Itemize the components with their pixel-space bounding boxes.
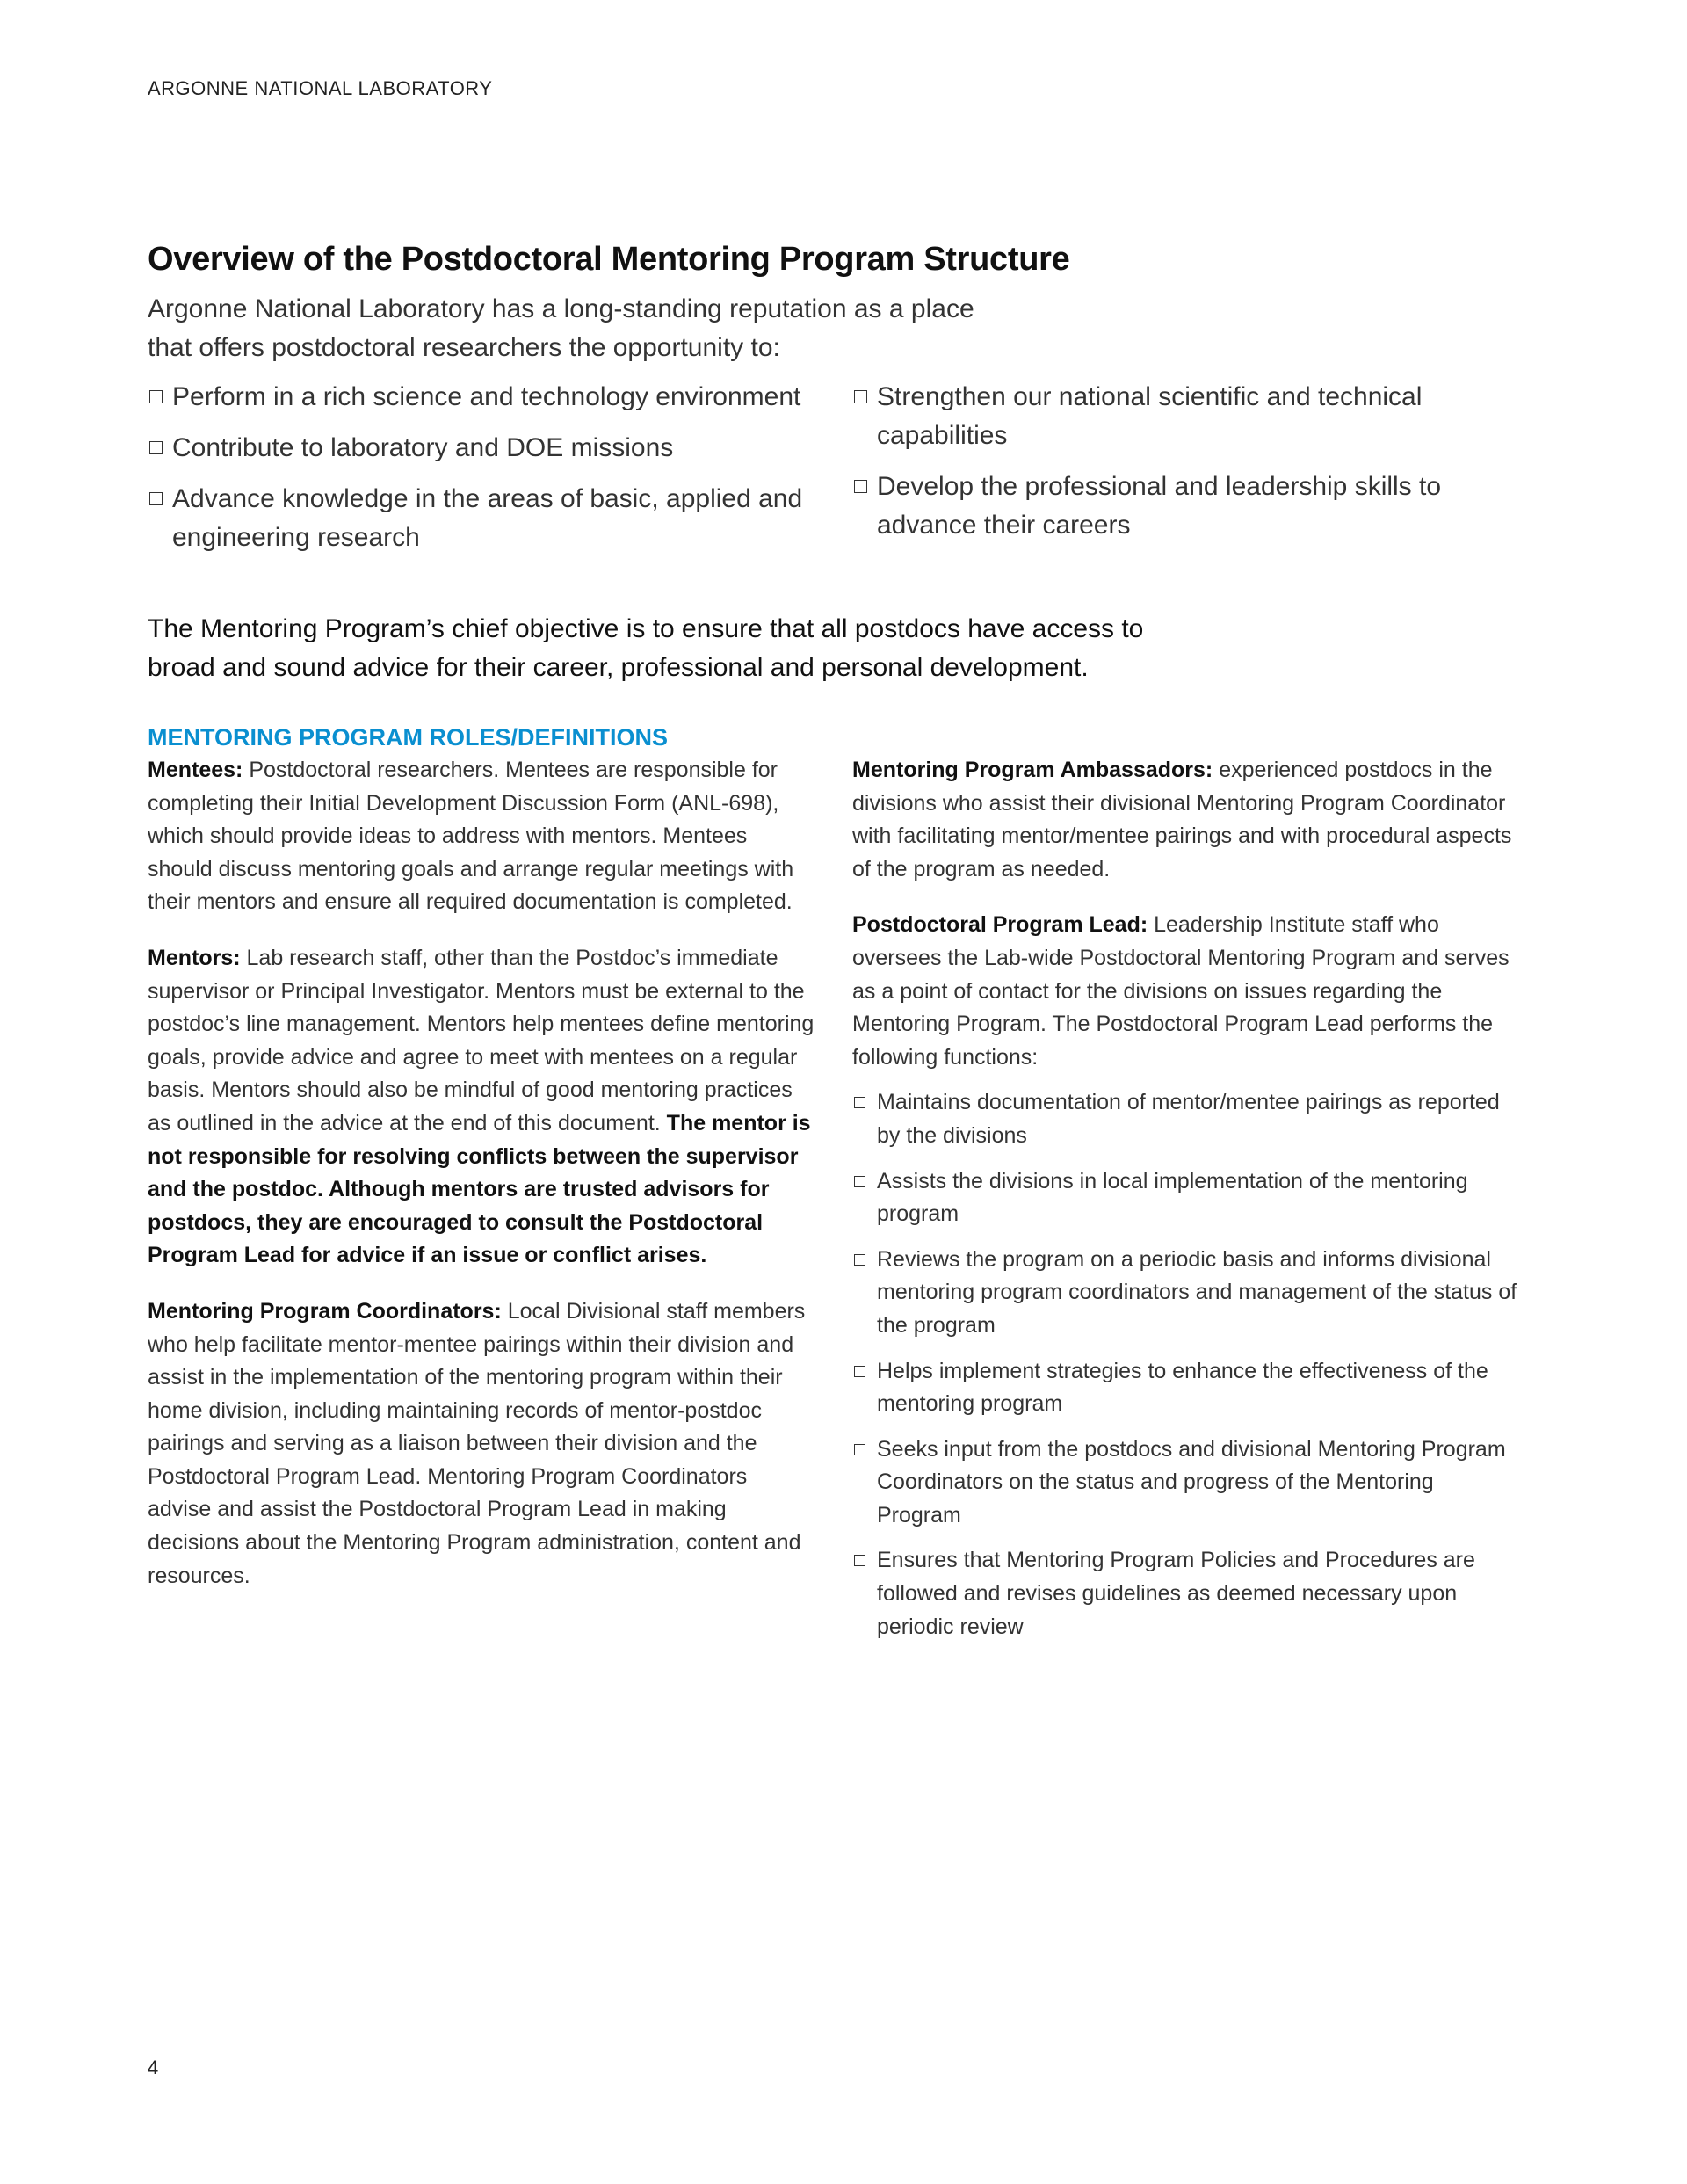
hollow-square-bullet-icon: [854, 1444, 865, 1455]
running-header: ARGONNE NATIONAL LABORATORY: [148, 77, 493, 99]
hollow-square-bullet-icon: [854, 1254, 865, 1266]
definition-ambassadors: [852, 754, 1520, 886]
opportunity-list-right: [852, 378, 1520, 557]
definition-term: Mentees:: [148, 758, 243, 782]
definition-term: Postdoctoral Program Lead:: [852, 912, 1148, 938]
definition-text: experienced postdocs in the divisions who assist their divisional Mentoring Program Coordinator with facilitating mentor/mentee pairings and with procedural aspects of the program as needed.: [852, 758, 1512, 882]
list-item: [148, 429, 815, 468]
list-item: [148, 378, 815, 417]
list-item: [852, 468, 1520, 545]
list-item: [852, 1355, 1520, 1421]
list-item-text: Develop the professional and leadership skills to advance their careers: [877, 472, 1442, 540]
hollow-square-bullet-icon: [854, 1555, 865, 1566]
hollow-square-bullet-icon: [149, 390, 163, 403]
list-item-text: Reviews the program on a periodic basis and informs divisional mentoring program coordinators and management of the status of the program: [877, 1246, 1517, 1338]
list-item-text: Strengthen our national scientific and technical capabilities: [877, 382, 1423, 450]
definition-text: Postdoctoral researchers. Mentees are responsible for completing their Initial Development Discussion Form (ANL-698), which should provide ideas to address with mentors. Mentees should discuss mentoring goals and arrange regular meetings with their mentors and ensure all required documentation is completed.: [148, 758, 794, 915]
objective-line: broad and sound advice for their career, professional and personal development.: [148, 653, 1089, 682]
list-item: [852, 378, 1520, 455]
list-item-text: Assists the divisions in local implementation of the mentoring program: [877, 1168, 1468, 1227]
list-item-text: Seeks input from the postdocs and divisional Mentoring Program Coordinators on the status and progress of the Mentoring Program: [877, 1436, 1506, 1527]
list-item: [148, 480, 815, 557]
definition-text: Local Divisional staff members who help facilitate mentor-mentee pairings within their division and assist in the implementation of the mentoring program within their home division, including maintaining records of mentor-postdoc pairings and serving as a liaison between their division and the Postdoctoral Program Lead. Mentoring Program Coordinators advise and assist the Postdoctoral Program Lead in making decisions about the Mentoring Program administration, content and resources.: [148, 1298, 806, 1588]
definition-term: Mentoring Program Ambassadors:: [852, 758, 1213, 782]
list-item-text: Ensures that Mentoring Program Policies and Procedures are followed and revises guidelines as deemed necessary upon periodic review: [877, 1548, 1475, 1639]
hollow-square-bullet-icon: [854, 1176, 865, 1187]
section-heading-roles: MENTORING PROGRAM ROLES/DEFINITIONS: [148, 724, 669, 751]
list-item: [852, 1433, 1520, 1533]
list-item-text: Helps implement strategies to enhance the effectiveness of the mentoring program: [877, 1358, 1488, 1417]
objective-statement: [148, 610, 1378, 687]
list-item-text: Advance knowledge in the areas of basic, applied and engineering research: [172, 484, 803, 552]
definition-coordinators: [148, 1295, 815, 1593]
hollow-square-bullet-icon: [854, 1097, 865, 1108]
roles-right-column: [852, 754, 1520, 1656]
list-item-text: Perform in a rich science and technology environment: [172, 382, 801, 411]
hollow-square-bullet-icon: [854, 480, 867, 493]
list-item: [852, 1086, 1520, 1152]
page-title: Overview of the Postdoctoral Mentoring Program Structure: [148, 241, 1070, 278]
program-lead-functions-list: [852, 1086, 1520, 1643]
objective-line: The Mentoring Program’s chief objective is to ensure that all postdocs have access to: [148, 614, 1144, 643]
definition-emphasis: The mentor is not responsible for resolving conflicts between the supervisor and the postdoc. Although mentors are trusted advisors for postdocs, they are encouraged to consult the Postdoctoral Program Lead for advice if an issue or conflict arises.: [148, 1110, 811, 1268]
definition-mentors: [148, 942, 815, 1273]
hollow-square-bullet-icon: [854, 1366, 865, 1377]
definition-program-lead: [852, 909, 1520, 1074]
definition-text: Leadership Institute staff who oversees the Lab-wide Postdoctoral Mentoring Program and serves as a point of contact for the divisions on issues regarding the Mentoring Program. The Postdoctoral Program Lead performs the following functions:: [852, 912, 1510, 1070]
intro-paragraph: [148, 290, 1202, 367]
definition-text: Lab research staff, other than the Postdoc’s immediate supervisor or Principal Investigator. Mentors must be external to the postdoc’s line management. Mentors help mentees define mentoring goals, provide advice and agree to meet with mentees on a regular basis. Mentors should also be mindful of good mentoring practices as outlined in the advice at the end of this document.: [148, 945, 815, 1136]
roles-left-column: [148, 754, 815, 1615]
intro-line: that offers postdoctoral researchers the opportunity to:: [148, 333, 780, 362]
page-number: 4: [148, 2057, 159, 2079]
intro-line: Argonne National Laboratory has a long-standing reputation as a place: [148, 294, 974, 323]
opportunity-list-left: [148, 378, 815, 570]
hollow-square-bullet-icon: [854, 390, 867, 403]
hollow-square-bullet-icon: [149, 441, 163, 454]
definition-term: Mentors:: [148, 945, 241, 970]
list-item-text: Contribute to laboratory and DOE missions: [172, 433, 674, 462]
hollow-square-bullet-icon: [149, 492, 163, 505]
list-item: [852, 1544, 1520, 1643]
list-item-text: Maintains documentation of mentor/mentee pairings as reported by the divisions: [877, 1090, 1500, 1148]
list-item: [852, 1165, 1520, 1231]
definition-mentees: [148, 754, 815, 919]
list-item: [852, 1244, 1520, 1343]
definition-term: Mentoring Program Coordinators:: [148, 1298, 502, 1324]
